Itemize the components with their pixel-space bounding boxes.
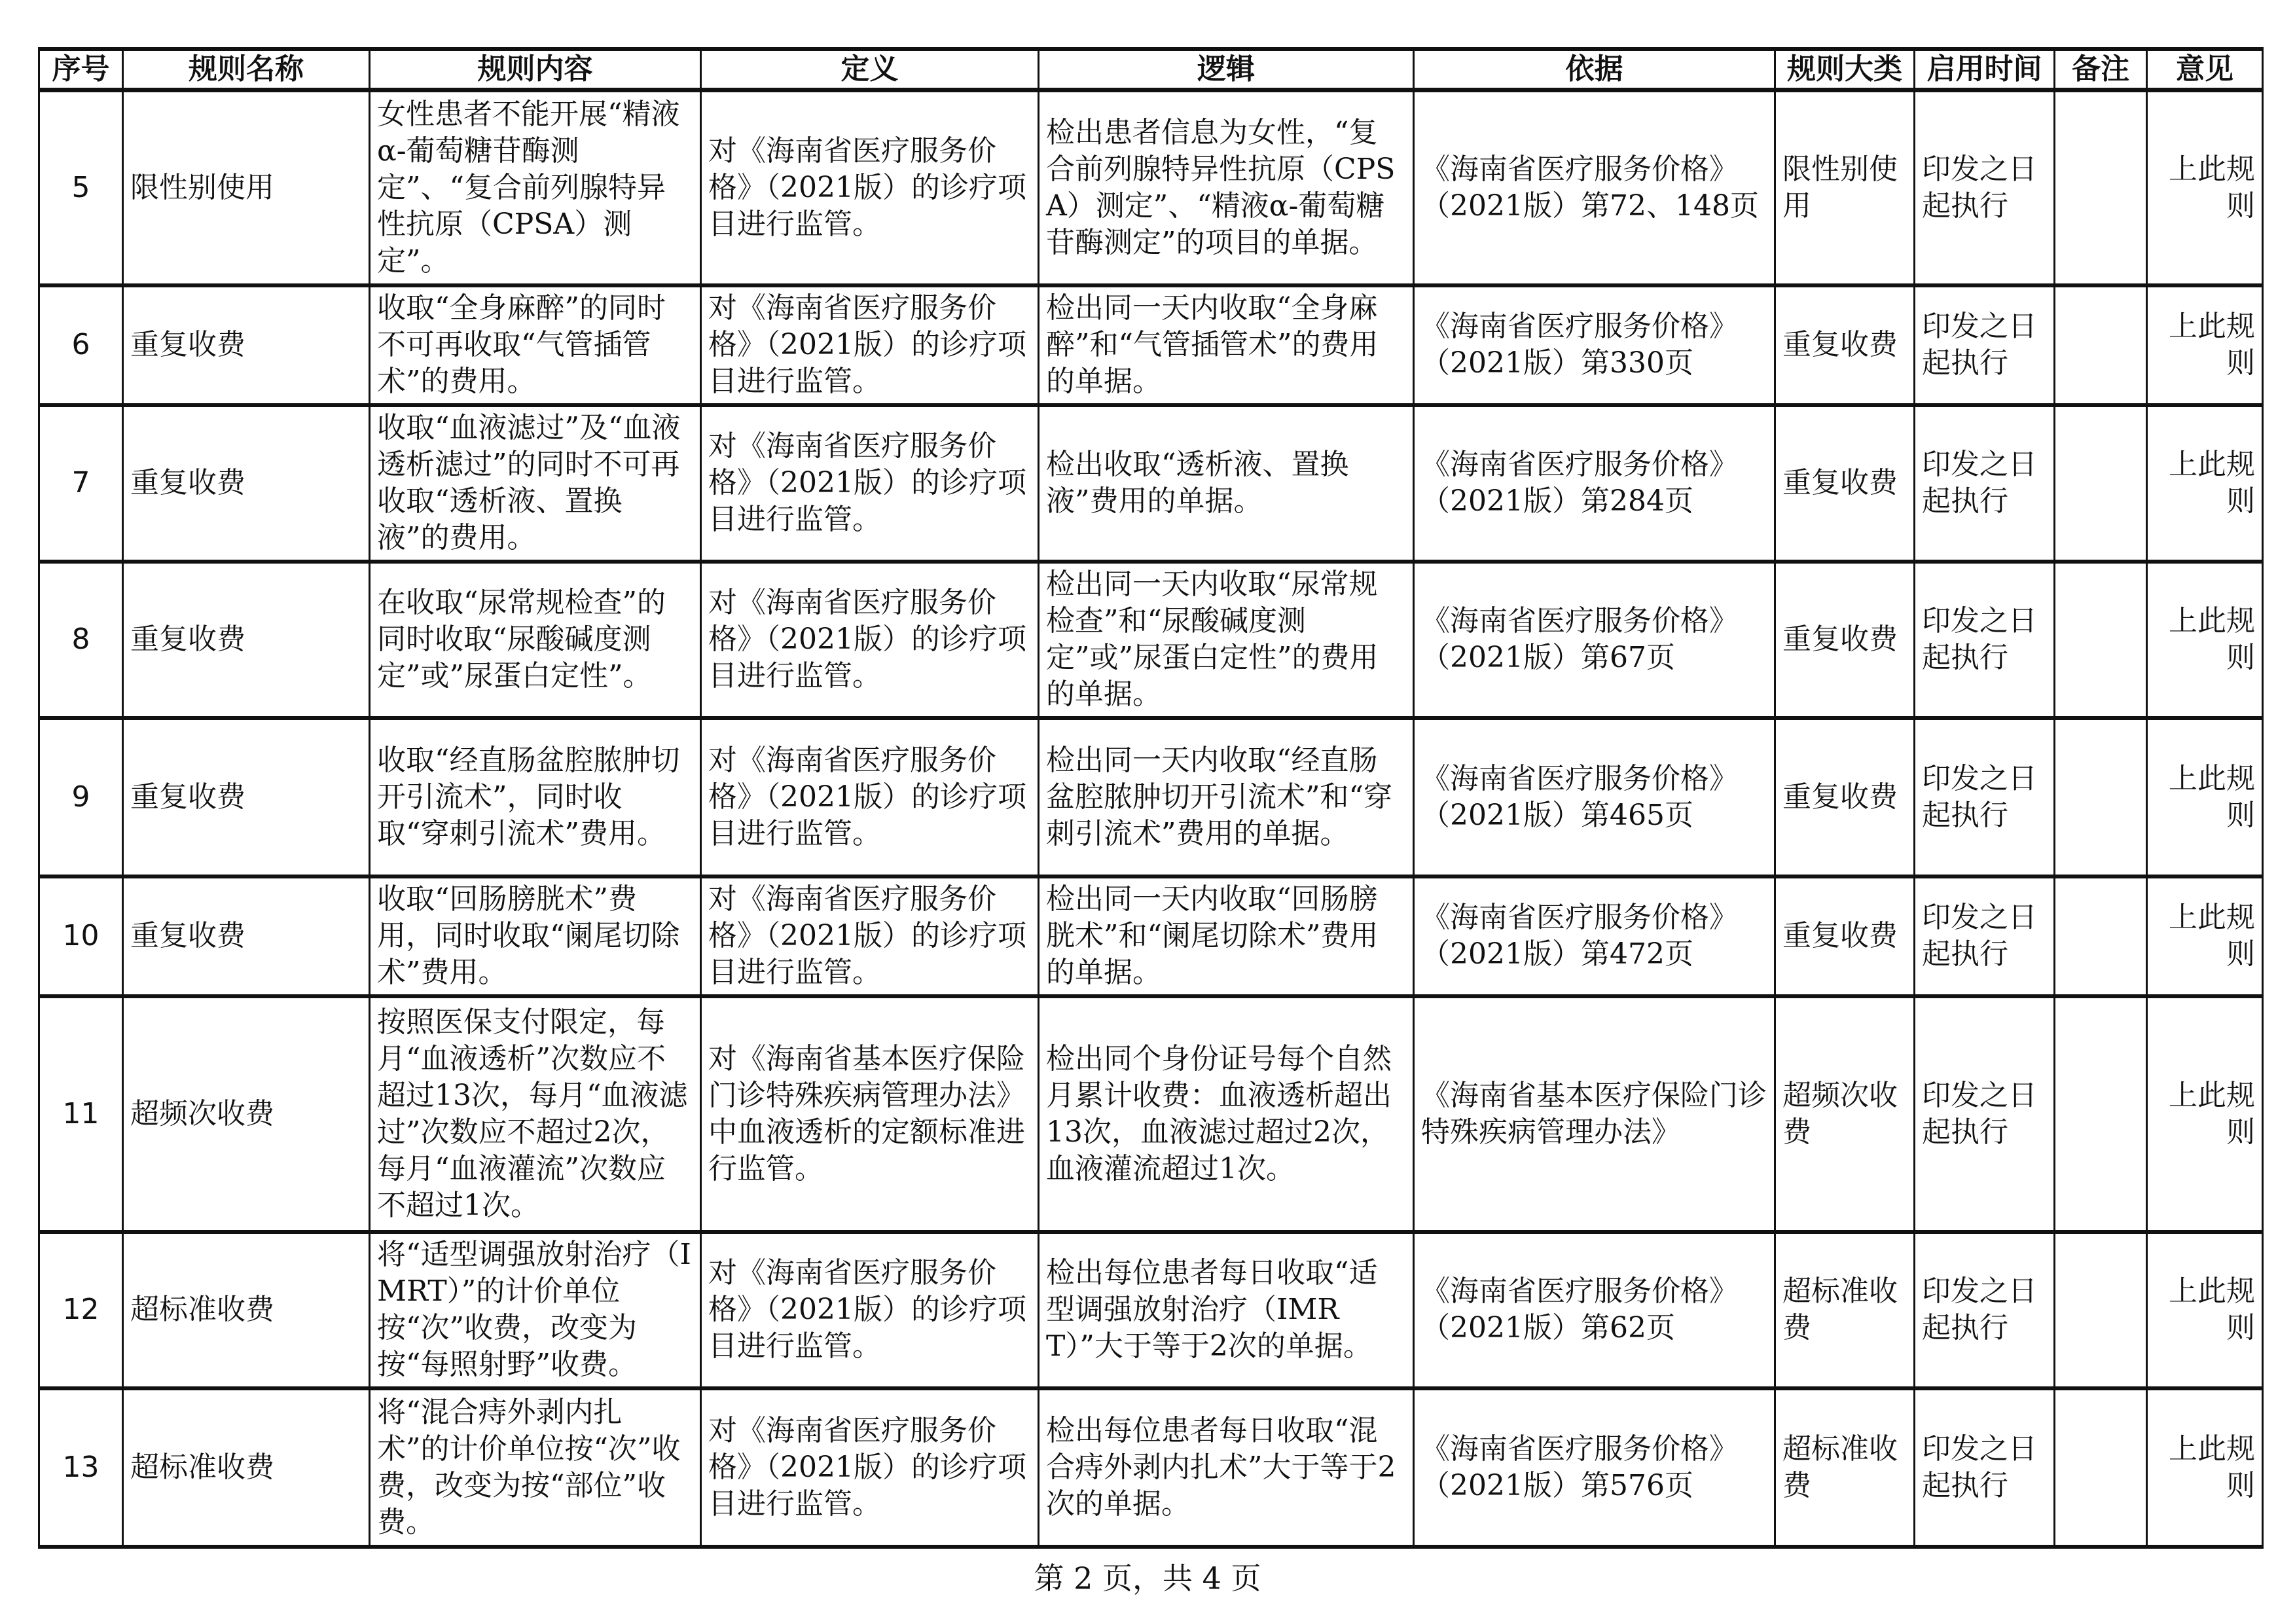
cell-no: 13	[39, 1388, 123, 1547]
cell-rule-name: 重复收费	[123, 562, 370, 718]
cell-definition: 对《海南省医疗服务价格》（2021版）的诊疗项目进行监管。	[701, 90, 1039, 285]
cell-rule-content: 将“混合痔外剥内扎术”的计价单位按“次”收费，改变为按“部位”收费。	[370, 1388, 701, 1547]
cell-rule-name: 超标准收费	[123, 1388, 370, 1547]
cell-definition: 对《海南省医疗服务价格》（2021版）的诊疗项目进行监管。	[701, 285, 1039, 405]
table-row	[39, 996, 2263, 1232]
cell-opinion: 上此规则	[2147, 1232, 2263, 1388]
header-category: 规则大类	[1775, 49, 1915, 90]
cell-category: 重复收费	[1775, 876, 1915, 996]
cell-effective-date: 印发之日起执行	[1915, 718, 2055, 876]
table-row	[39, 285, 2263, 405]
header-definition: 定义	[701, 49, 1039, 90]
cell-effective-date: 印发之日起执行	[1915, 876, 2055, 996]
table-row	[39, 90, 2263, 285]
cell-logic: 检出每位患者每日收取“适型调强放射治疗（IMRT）”大于等于2次的单据。	[1039, 1232, 1414, 1388]
cell-definition: 对《海南省医疗服务价格》（2021版）的诊疗项目进行监管。	[701, 562, 1039, 718]
cell-remark	[2055, 90, 2147, 285]
header-opinion: 意见	[2147, 49, 2263, 90]
table-row	[39, 1232, 2263, 1388]
cell-effective-date: 印发之日起执行	[1915, 996, 2055, 1232]
cell-opinion: 上此规则	[2147, 90, 2263, 285]
cell-definition: 对《海南省医疗服务价格》（2021版）的诊疗项目进行监管。	[701, 876, 1039, 996]
header-rule-name: 规则名称	[123, 49, 370, 90]
cell-rule-name: 重复收费	[123, 285, 370, 405]
cell-no: 10	[39, 876, 123, 996]
header-rule-content: 规则内容	[370, 49, 701, 90]
cell-basis: 《海南省医疗服务价格》（2021版）第284页	[1414, 405, 1775, 562]
cell-remark	[2055, 562, 2147, 718]
header-remark: 备注	[2055, 49, 2147, 90]
cell-opinion: 上此规则	[2147, 562, 2263, 718]
cell-definition: 对《海南省医疗服务价格》（2021版）的诊疗项目进行监管。	[701, 405, 1039, 562]
cell-no: 5	[39, 90, 123, 285]
cell-category: 超标准收费	[1775, 1232, 1915, 1388]
cell-rule-name: 超频次收费	[123, 996, 370, 1232]
cell-remark	[2055, 718, 2147, 876]
cell-basis: 《海南省医疗服务价格》（2021版）第62页	[1414, 1232, 1775, 1388]
cell-effective-date: 印发之日起执行	[1915, 1232, 2055, 1388]
header-effective-date: 启用时间	[1915, 49, 2055, 90]
header-no: 序号	[39, 49, 123, 90]
cell-logic: 检出同一天内收取“经直肠盆腔脓肿切开引流术”和“穿刺引流术”费用的单据。	[1039, 718, 1414, 876]
table-row	[39, 876, 2263, 996]
cell-basis: 《海南省医疗服务价格》（2021版）第72、148页	[1414, 90, 1775, 285]
cell-logic: 检出每位患者每日收取“混合痔外剥内扎术”大于等于2次的单据。	[1039, 1388, 1414, 1547]
table-row	[39, 1388, 2263, 1547]
cell-rule-name: 超标准收费	[123, 1232, 370, 1388]
header-basis: 依据	[1414, 49, 1775, 90]
cell-rule-content: 收取“经直肠盆腔脓肿切开引流术”，同时收取“穿刺引流术”费用。	[370, 718, 701, 876]
cell-effective-date: 印发之日起执行	[1915, 405, 2055, 562]
cell-definition: 对《海南省医疗服务价格》（2021版）的诊疗项目进行监管。	[701, 1388, 1039, 1547]
cell-opinion: 上此规则	[2147, 996, 2263, 1232]
cell-no: 6	[39, 285, 123, 405]
cell-opinion: 上此规则	[2147, 1388, 2263, 1547]
cell-basis: 《海南省基本医疗保险门诊特殊疾病管理办法》	[1414, 996, 1775, 1232]
cell-effective-date: 印发之日起执行	[1915, 285, 2055, 405]
cell-rule-content: 收取“回肠膀胱术”费用，同时收取“阑尾切除术”费用。	[370, 876, 701, 996]
cell-logic: 检出收取“透析液、置换液”费用的单据。	[1039, 405, 1414, 562]
cell-no: 7	[39, 405, 123, 562]
cell-logic: 检出同个身份证号每个自然月累计收费：血液透析超出13次，血液滤过超过2次，血液灌流超过1次。	[1039, 996, 1414, 1232]
cell-basis: 《海南省医疗服务价格》（2021版）第330页	[1414, 285, 1775, 405]
cell-rule-content: 按照医保支付限定，每月“血液透析”次数应不超过13次，每月“血液滤过”次数应不超过2次，每月“血液灌流”次数应不超过1次。	[370, 996, 701, 1232]
cell-definition: 对《海南省医疗服务价格》（2021版）的诊疗项目进行监管。	[701, 1232, 1039, 1388]
cell-rule-name: 限性别使用	[123, 90, 370, 285]
cell-rule-content: 在收取“尿常规检查”的同时收取“尿酸碱度测定”或”尿蛋白定性”。	[370, 562, 701, 718]
cell-logic: 检出患者信息为女性，“复合前列腺特异性抗原（CPSA）测定”、“精液α-葡萄糖苷酶测定”的项目的单据。	[1039, 90, 1414, 285]
cell-opinion: 上此规则	[2147, 285, 2263, 405]
cell-effective-date: 印发之日起执行	[1915, 90, 2055, 285]
cell-remark	[2055, 996, 2147, 1232]
header-logic: 逻辑	[1039, 49, 1414, 90]
cell-remark	[2055, 285, 2147, 405]
cell-basis: 《海南省医疗服务价格》（2021版）第576页	[1414, 1388, 1775, 1547]
cell-remark	[2055, 405, 2147, 562]
cell-effective-date: 印发之日起执行	[1915, 562, 2055, 718]
cell-rule-content: 收取“全身麻醉”的同时不可再收取“气管插管术”的费用。	[370, 285, 701, 405]
cell-basis: 《海南省医疗服务价格》（2021版）第67页	[1414, 562, 1775, 718]
cell-category: 重复收费	[1775, 718, 1915, 876]
table-row	[39, 562, 2263, 718]
table-row	[39, 405, 2263, 562]
table-row	[39, 718, 2263, 876]
cell-opinion: 上此规则	[2147, 718, 2263, 876]
cell-remark	[2055, 1232, 2147, 1388]
cell-rule-content: 将“适型调强放射治疗（IMRT）”的计价单位按“次”收费，改变为按“每照射野”收费。	[370, 1232, 701, 1388]
cell-opinion: 上此规则	[2147, 405, 2263, 562]
page-number: 第 2 页，共 4 页	[1034, 1561, 1261, 1596]
cell-remark	[2055, 1388, 2147, 1547]
cell-rule-content: 收取“血液滤过”及“血液透析滤过”的同时不可再收取“透析液、置换液”的费用。	[370, 405, 701, 562]
cell-definition: 对《海南省基本医疗保险门诊特殊疾病管理办法》中血液透析的定额标准进行监管。	[701, 996, 1039, 1232]
cell-opinion: 上此规则	[2147, 876, 2263, 996]
cell-remark	[2055, 876, 2147, 996]
cell-category: 重复收费	[1775, 405, 1915, 562]
cell-basis: 《海南省医疗服务价格》（2021版）第472页	[1414, 876, 1775, 996]
cell-no: 11	[39, 996, 123, 1232]
cell-rule-content: 女性患者不能开展“精液α-葡萄糖苷酶测定”、“复合前列腺特异性抗原（CPSA）测定”。	[370, 90, 701, 285]
cell-no: 12	[39, 1232, 123, 1388]
cell-logic: 检出同一天内收取“回肠膀胱术”和“阑尾切除术”费用的单据。	[1039, 876, 1414, 996]
cell-effective-date: 印发之日起执行	[1915, 1388, 2055, 1547]
rules-table	[38, 47, 2264, 1549]
cell-no: 8	[39, 562, 123, 718]
cell-no: 9	[39, 718, 123, 876]
cell-category: 超标准收费	[1775, 1388, 1915, 1547]
cell-rule-name: 重复收费	[123, 718, 370, 876]
cell-logic: 检出同一天内收取“全身麻醉”和“气管插管术”的费用的单据。	[1039, 285, 1414, 405]
cell-category: 超频次收费	[1775, 996, 1915, 1232]
cell-rule-name: 重复收费	[123, 876, 370, 996]
cell-definition: 对《海南省医疗服务价格》（2021版）的诊疗项目进行监管。	[701, 718, 1039, 876]
cell-category: 限性别使用	[1775, 90, 1915, 285]
cell-category: 重复收费	[1775, 562, 1915, 718]
table-header-row	[39, 49, 2263, 90]
cell-rule-name: 重复收费	[123, 405, 370, 562]
cell-logic: 检出同一天内收取“尿常规检查”和“尿酸碱度测定”或”尿蛋白定性”的费用的单据。	[1039, 562, 1414, 718]
cell-basis: 《海南省医疗服务价格》（2021版）第465页	[1414, 718, 1775, 876]
cell-category: 重复收费	[1775, 285, 1915, 405]
